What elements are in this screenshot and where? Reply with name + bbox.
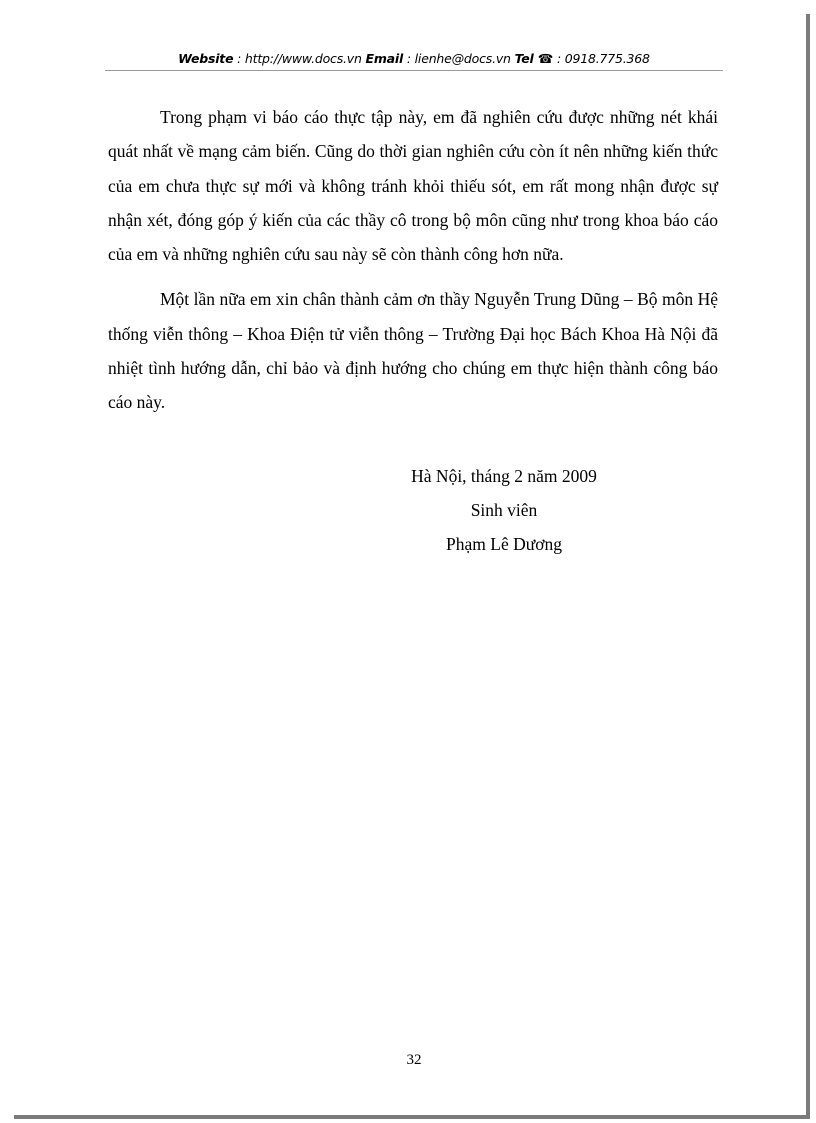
header-tel-label: Tel ☎ xyxy=(514,51,554,66)
signature-block xyxy=(364,459,644,561)
page-shadow-right xyxy=(806,14,810,1119)
header-email-value: : lienhe@docs.vn xyxy=(403,51,515,66)
paragraph: Trong phạm vi báo cáo thực tập này, em đã nghiên cứu được những nét khái quát nhất về mạng cảm biến. Cũng do thời gian nghiên cứu còn ít nên những kiến thức của em chưa thực sự mới và không tránh khỏi thiếu sót, em rất mong nhận được sự nhận xét, đóng góp ý kiến của các thầy cô trong bộ môn cũng như trong khoa báo cáo của em và những nghiên cứu sau này sẽ còn thành công hơn nữa. xyxy=(108,107,718,265)
body-text xyxy=(108,100,718,420)
page-number: 32 xyxy=(406,1052,422,1068)
page-header xyxy=(105,51,723,66)
page-shadow-bottom xyxy=(14,1115,810,1119)
header-website-label: Website xyxy=(178,51,234,66)
header-tel-value: : 0918.775.368 xyxy=(553,51,650,66)
header-website-value: : http://www.docs.vn xyxy=(233,51,366,66)
header-divider xyxy=(105,70,723,71)
signature-place-date: Hà Nội, tháng 2 năm 2009 xyxy=(411,466,597,486)
paragraph: Một lần nữa em xin chân thành cảm ơn thầy Nguyễn Trung Dũng – Bộ môn Hệ thống viễn thông – Khoa Điện tử viễn thông – Trường Đại học Bách Khoa Hà Nội đã nhiệt tình hướng dẫn, chỉ bảo và định hướng cho chúng em thực hiện thành công báo cáo này. xyxy=(108,289,718,413)
signature-name: Phạm Lê Dương xyxy=(446,534,562,554)
header-email-label: Email xyxy=(365,51,404,66)
signature-role: Sinh viên xyxy=(470,500,538,520)
